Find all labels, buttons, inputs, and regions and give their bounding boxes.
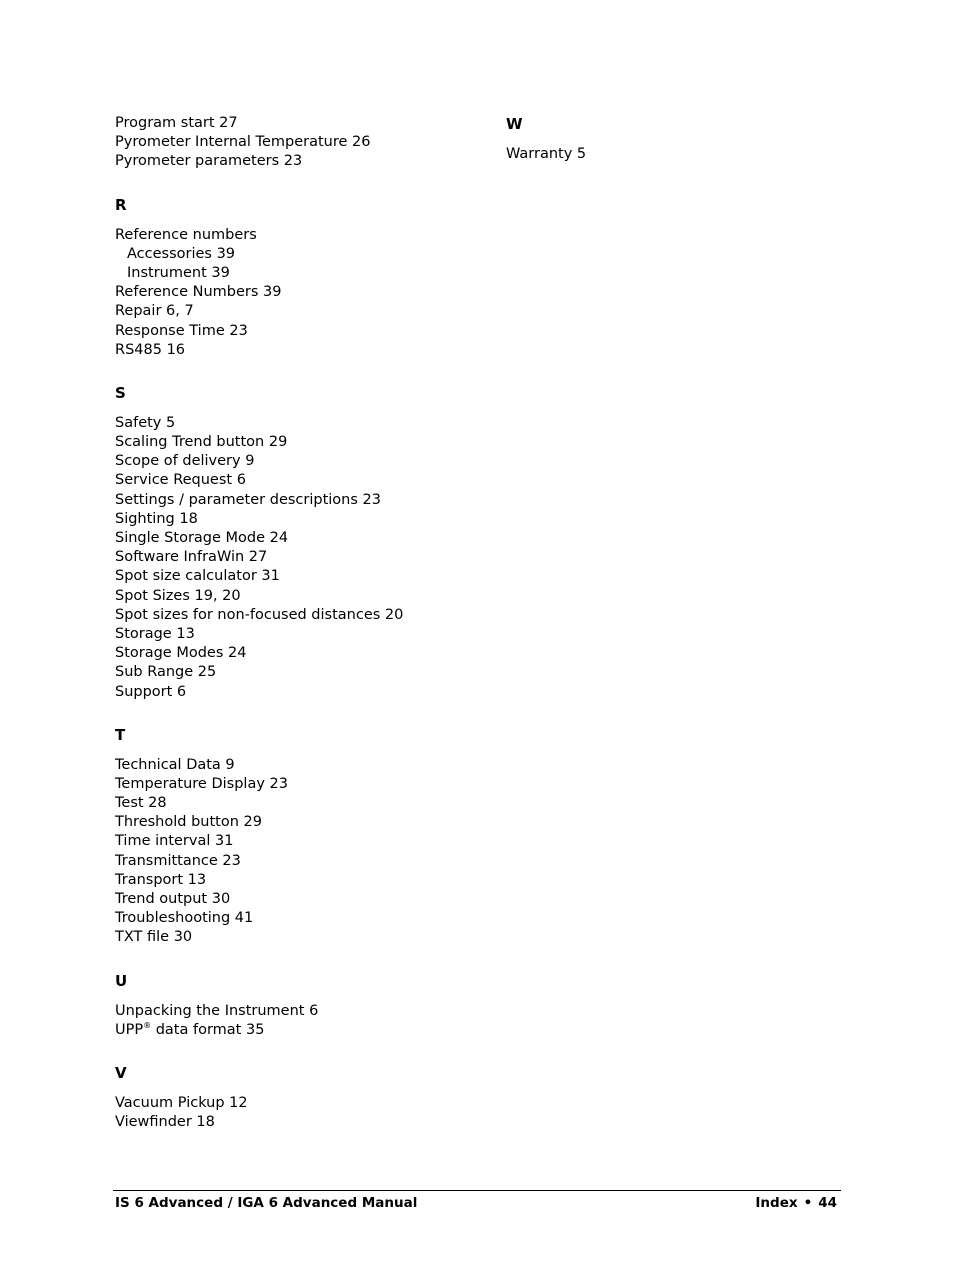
index-letter-heading: V [115, 1063, 127, 1082]
index-entry: Pyrometer Internal Temperature 26 [115, 134, 371, 151]
index-entry: Threshold button 29 [115, 814, 262, 831]
index-letter-heading: U [115, 971, 128, 990]
index-entry: Time interval 31 [115, 833, 234, 850]
index-entry: Repair 6, 7 [115, 303, 194, 320]
index-entry [115, 1021, 475, 1040]
index-entry: Sub Range 25 [115, 664, 217, 681]
intro-entry-list [115, 114, 475, 172]
index-entry: Storage Modes 24 [115, 645, 247, 662]
index-subentry: Instrument 39 [127, 264, 230, 281]
footer-page-info [755, 1194, 837, 1212]
index-entry: Spot Sizes 19, 20 [115, 587, 241, 604]
index-entry: Test 28 [115, 795, 167, 812]
index-entry: Troubleshooting 41 [115, 910, 254, 927]
index-entry: Technical Data 9 [115, 756, 235, 773]
entry-text: UPP [115, 1021, 144, 1038]
index-entry: Settings / parameter descriptions 23 [115, 491, 381, 508]
index-entry-list [506, 145, 836, 164]
manual-title: IS 6 Advanced / IGA 6 Advanced Manual [115, 1195, 418, 1211]
footer-rule [113, 1190, 841, 1191]
index-entry-list [115, 756, 475, 948]
index-entry: Unpacking the Instrument 6 [115, 1002, 319, 1019]
index-column-right [506, 114, 836, 164]
index-entry: Storage 13 [115, 625, 195, 642]
index-entry: Spot sizes for non-focused distances 20 [115, 606, 404, 623]
index-entry-list [115, 226, 475, 360]
index-entry: Trend output 30 [115, 891, 231, 907]
index-entry: Transmittance 23 [115, 852, 241, 869]
right-sections [506, 115, 836, 164]
registered-mark: ® [143, 1020, 152, 1030]
index-letter-heading: W [506, 115, 523, 133]
index-entry: Vacuum Pickup 12 [115, 1094, 248, 1111]
index-entry: Support 6 [115, 683, 187, 700]
index-letter-heading: S [115, 383, 126, 402]
index-entry: RS485 16 [115, 341, 186, 358]
index-entry: Response Time 23 [115, 322, 248, 339]
index-entry: Warranty 5 [506, 146, 587, 162]
section-name: Index [755, 1195, 798, 1211]
bullet-separator: • [803, 1195, 813, 1211]
index-letter-heading: R [115, 195, 127, 214]
entry-text-rest: data format 35 [151, 1021, 265, 1038]
left-sections [115, 196, 475, 1133]
index-entry: Software InfraWin 27 [115, 549, 268, 566]
index-entry-list [115, 414, 475, 702]
index-entry: Viewfinder 18 [115, 1114, 215, 1131]
index-entry: Scaling Trend button 29 [115, 434, 288, 451]
index-entry-list [115, 1094, 475, 1132]
index-entry: Reference Numbers 39 [115, 284, 282, 301]
index-column-left [115, 114, 475, 1132]
index-entry: Temperature Display 23 [115, 775, 288, 792]
page-number: 44 [818, 1195, 837, 1211]
index-entry: Scope of delivery 9 [115, 453, 255, 470]
index-entry: Pyrometer parameters 23 [115, 153, 303, 170]
index-entry: Single Storage Mode 24 [115, 530, 289, 546]
index-letter-heading: T [115, 725, 126, 744]
index-entry: Sighting 18 [115, 510, 198, 527]
index-entry: Program start 27 [115, 115, 238, 131]
index-entry: Service Request 6 [115, 472, 246, 489]
index-subentry: Accessories 39 [127, 245, 236, 262]
index-entry: Spot size calculator 31 [115, 568, 280, 585]
index-entry: Safety 5 [115, 414, 176, 431]
index-entry: Reference numbers [115, 226, 257, 243]
index-entry-list [115, 1002, 475, 1040]
index-entry: TXT file 30 [115, 929, 193, 946]
index-entry: Transport 13 [115, 871, 207, 888]
